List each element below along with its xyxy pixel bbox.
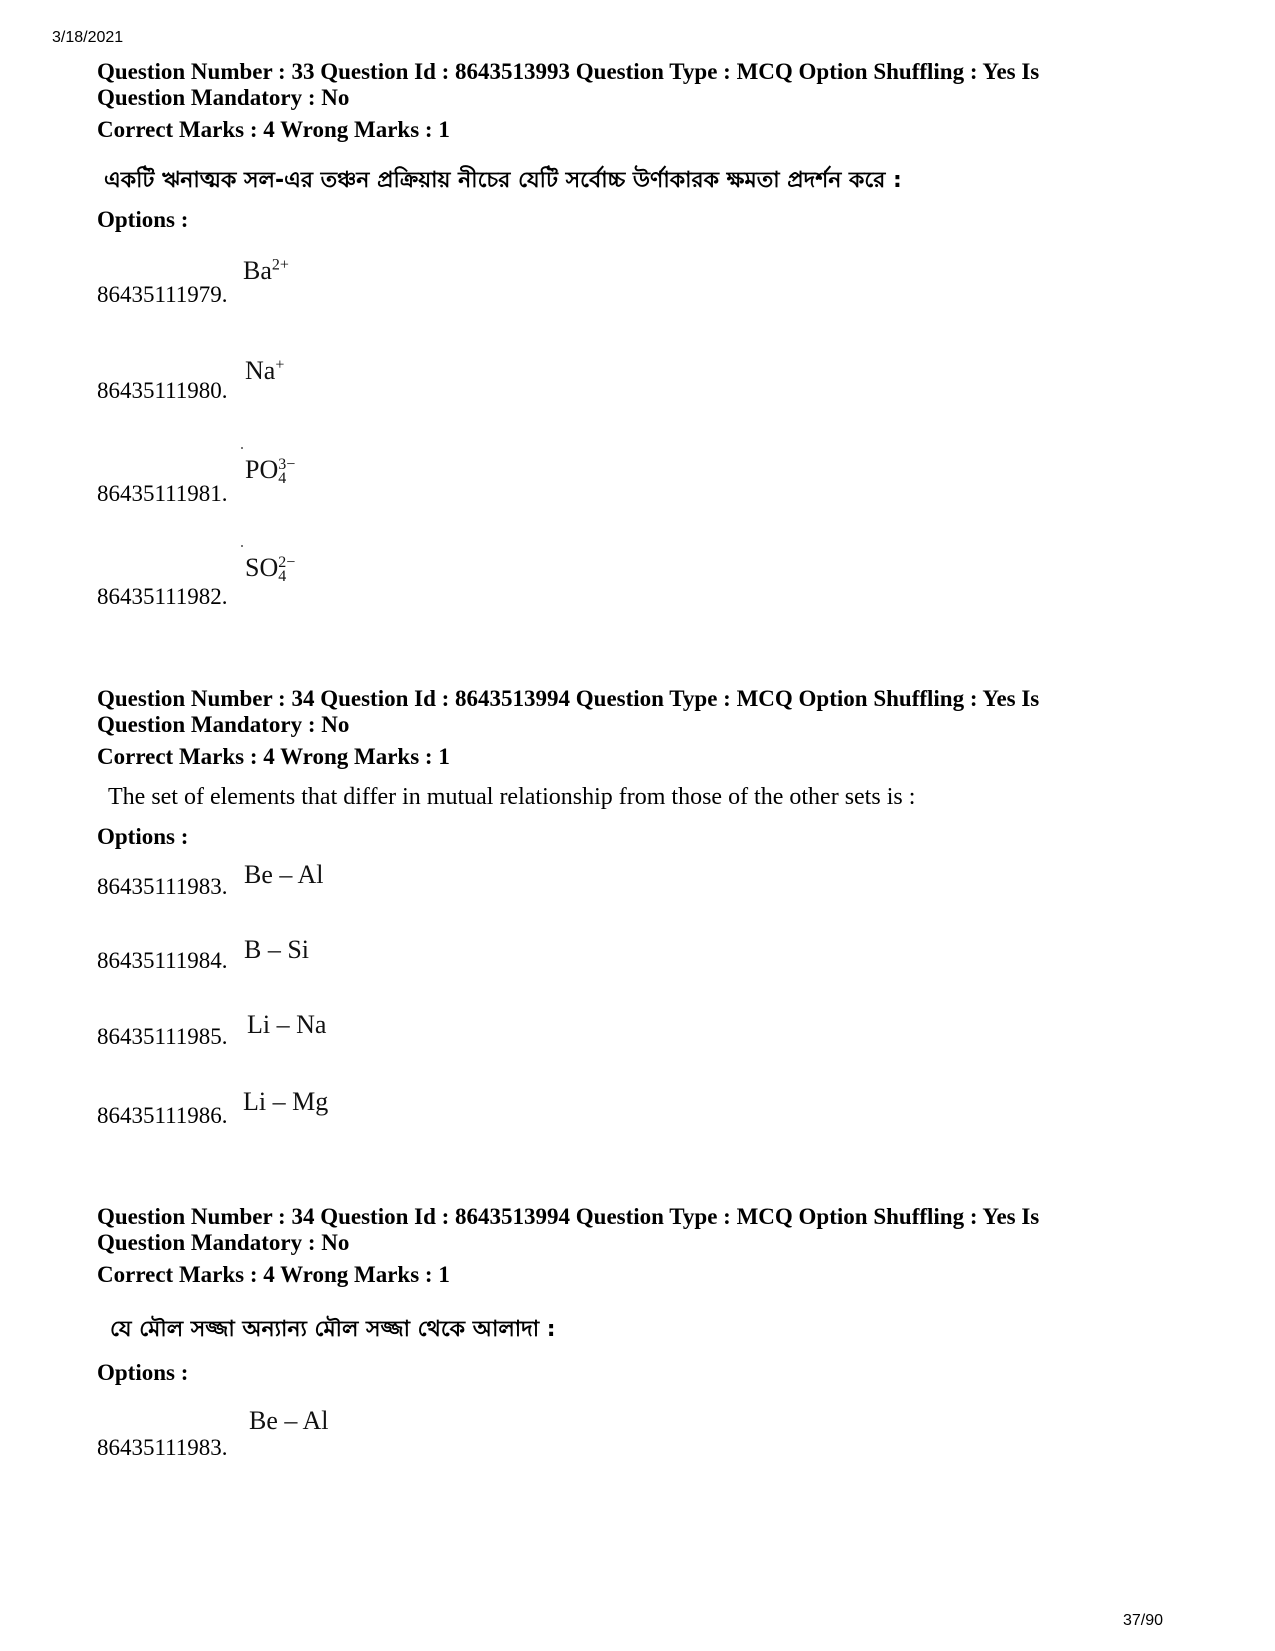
option-value: B – Si <box>244 935 310 964</box>
scan-speck <box>241 545 243 547</box>
question-meta-line1: Question Number : 34 Question Id : 8643513994 Question Type : MCQ Option Shuffling : Yes Is <box>97 1204 1040 1229</box>
print-date: 3/18/2021 <box>52 29 124 46</box>
question-meta-line1: Question Number : 34 Question Id : 8643513994 Question Type : MCQ Option Shuffling : Yes Is <box>97 686 1040 711</box>
question-marks: Correct Marks : 4 Wrong Marks : 1 <box>97 117 450 142</box>
question-meta-line2: Question Mandatory : No <box>97 85 350 110</box>
option-value: Be – Al <box>249 1406 329 1435</box>
option-id: 86435111979. <box>97 282 228 307</box>
option-value: Li – Na <box>247 1010 327 1039</box>
question-meta-line2: Question Mandatory : No <box>97 1230 350 1255</box>
question-marks: Correct Marks : 4 Wrong Marks : 1 <box>97 744 450 769</box>
option-id: 86435111985. <box>97 1024 228 1049</box>
option-value-ba2plus: $Ba^{2+}$ <box>243 256 289 285</box>
option-id: 86435111983. <box>97 874 228 899</box>
option-value: Be – Al <box>244 860 324 889</box>
option-id: 86435111986. <box>97 1103 228 1128</box>
page-number: 37/90 <box>1122 1612 1163 1629</box>
option-id: 86435111981. <box>97 481 228 506</box>
option-id: 86435111983. <box>97 1435 228 1460</box>
question-text: The set of elements that differ in mutual relationship from those of the other sets is : <box>108 784 916 810</box>
question-text: যে মৌল সজ্জা অন্যান্য মৌল সজ্জা থেকে আলাদা : <box>110 1317 556 1342</box>
question-marks: Correct Marks : 4 Wrong Marks : 1 <box>97 1262 450 1287</box>
options-label: Options : <box>97 824 189 849</box>
option-value: Li – Mg <box>243 1087 329 1116</box>
question-text: একটি ঋনাত্মক সল-এর তঞ্চন প্রক্রিয়ায় নীচের যেটি সর্বোচ্চ উর্ণাকারক ক্ষমতা প্রদর্শন করে : <box>104 168 902 193</box>
option-value-naplus: Na+ <box>245 356 285 385</box>
option-id: 86435111984. <box>97 948 228 973</box>
option-id: 86435111980. <box>97 378 228 403</box>
question-meta-line2: Question Mandatory : No <box>97 712 350 737</box>
option-value-so4: SO 2− 4 <box>245 553 296 586</box>
option-value-po4: PO 3− 4 <box>245 455 296 488</box>
options-label: Options : <box>97 207 189 232</box>
question-meta-line1: Question Number : 33 Question Id : 8643513993 Question Type : MCQ Option Shuffling : Yes Is <box>97 59 1040 84</box>
scan-speck <box>241 447 243 449</box>
option-id: 86435111982. <box>97 584 228 609</box>
options-label: Options : <box>97 1360 189 1385</box>
